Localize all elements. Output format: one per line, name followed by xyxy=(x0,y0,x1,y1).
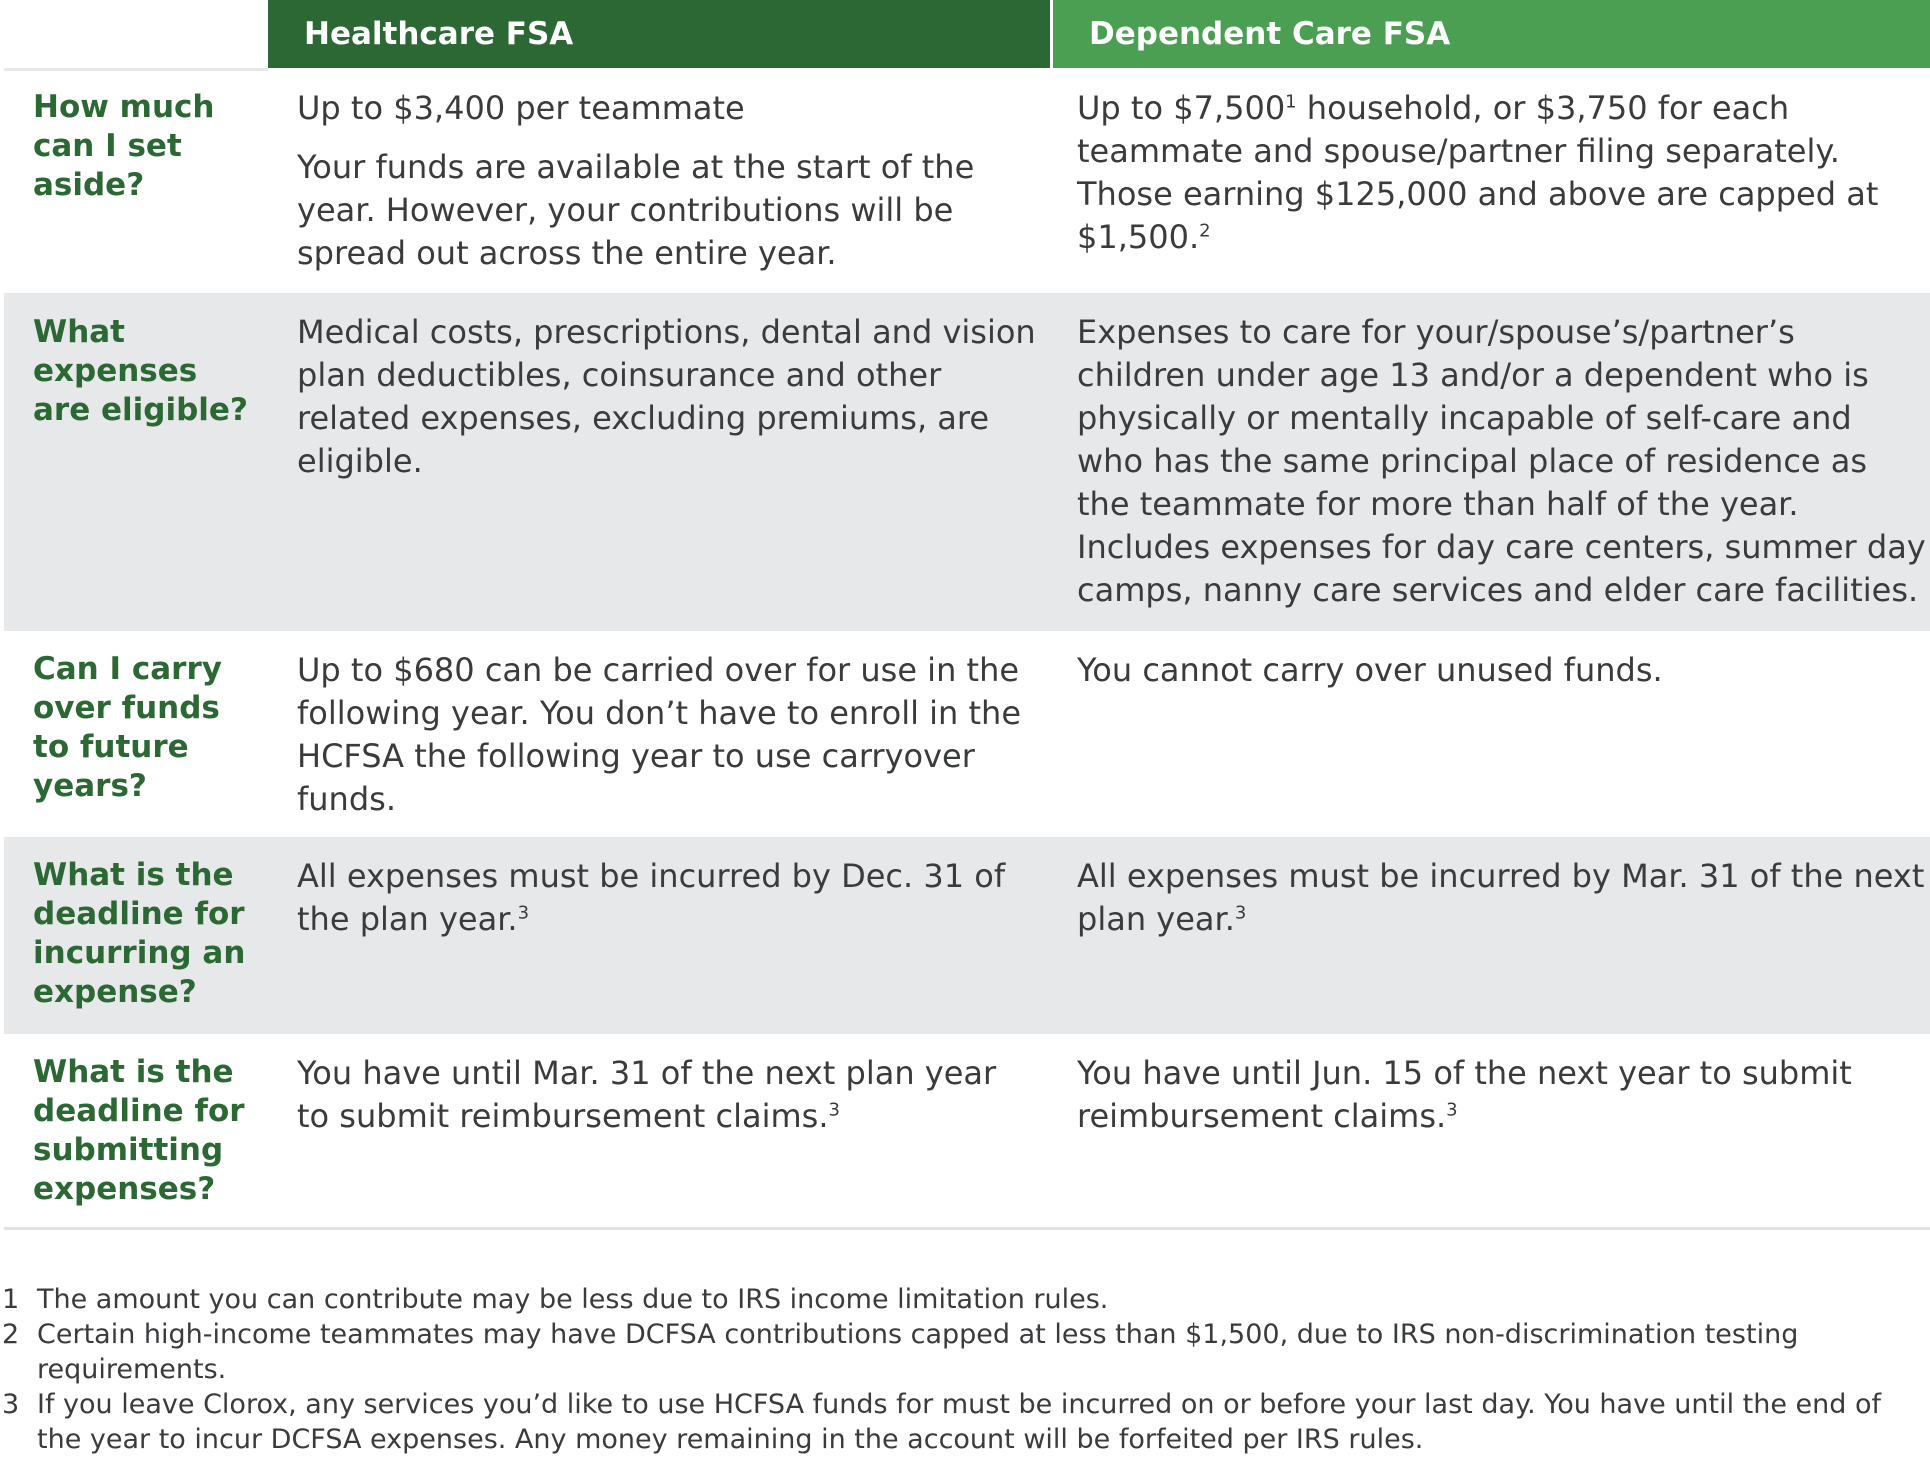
hcfsa-text: All expenses must be incurred by Dec. 31 of the plan year. xyxy=(297,857,1006,938)
hcfsa-cell xyxy=(297,1052,1037,1138)
dcfsa-limit-text: Up to $7,500 xyxy=(1077,89,1286,127)
footnote-text: If you leave Clorox, any services you’d like to use HCFSA funds for must be incurred on or before your last day. You have until the end of the year to incur DCFSA expenses. Any money remaining in the account will be forfeited per IRS rules. xyxy=(37,1389,1882,1455)
hcfsa-availability-text: Your funds are available at the start of the year. However, your contributions will be spread out across the entire year. xyxy=(297,148,975,272)
hcfsa-cell xyxy=(297,855,1037,941)
footnote-3 xyxy=(0,1387,1926,1457)
footnote-ref: 1 xyxy=(1285,91,1297,113)
dcfsa-cell xyxy=(1077,1052,1927,1138)
header-dependent-care-fsa: Dependent Care FSA xyxy=(1053,0,1930,68)
dcfsa-cell xyxy=(1077,855,1927,941)
footnote-text: The amount you can contribute may be less due to IRS income limitation rules. xyxy=(37,1284,1109,1315)
footnote-ref: 3 xyxy=(1446,1099,1458,1121)
hcfsa-cell xyxy=(297,87,1037,275)
dcfsa-text: You have until Jun. 15 of the next year to submit reimbursement claims. xyxy=(1077,1054,1852,1135)
footnote-ref: 3 xyxy=(517,902,530,924)
footnote-number: 2 xyxy=(2,1319,20,1350)
footnote-number: 1 xyxy=(2,1284,20,1315)
hcfsa-text: You have until Mar. 31 of the next plan year to submit reimbursement claims. xyxy=(297,1054,997,1135)
header-blank-cell xyxy=(4,0,268,68)
footnote-ref: 3 xyxy=(828,1099,840,1121)
table-row xyxy=(4,1034,1930,1227)
footnote-ref: 2 xyxy=(1199,220,1211,242)
footnote-2 xyxy=(0,1317,1926,1387)
footnote-text: Certain high-income teammates may have DCFSA contributions capped at less than $1,500, due to IRS non-discrimination testing requirements. xyxy=(37,1319,1799,1385)
table-row xyxy=(4,631,1930,837)
header-healthcare-fsa: Healthcare FSA xyxy=(268,0,1050,68)
row-question: What is the deadline for incurring an expense? xyxy=(33,857,246,1010)
footnote-ref: 3 xyxy=(1234,902,1247,924)
table-row xyxy=(4,293,1930,631)
hcfsa-cell: Medical costs, prescriptions, dental and vision plan deductibles, coinsurance and other related expenses, excluding premiums, are eligible. xyxy=(297,313,1036,480)
table-bottom-divider xyxy=(4,1227,1930,1230)
dcfsa-limit-text-cont: household, or $3,750 for each teammate and spouse/partner filing separately. Those earning $125,000 and above are capped at $1,500. xyxy=(1077,89,1879,256)
hcfsa-cell: Up to $680 can be carried over for use in the following year. You don’t have to enroll in the HCFSA the following year to use carryover funds. xyxy=(297,651,1022,818)
footnote-number: 3 xyxy=(2,1389,20,1420)
footnotes xyxy=(0,1282,1926,1457)
row-question: Can I carry over funds to future years? xyxy=(33,651,222,804)
row-question: What expenses are eligible? xyxy=(33,314,248,428)
dcfsa-cell: Expenses to care for your/spouse’s/partner’s children under age 13 and/or a dependent who is physically or mentally incapable of self-care and who has the same principal place of residence as the teammate for more than half of the year. Includes expenses for day care centers, summer day camps, nanny care services and elder care facilities. xyxy=(1077,313,1926,609)
dcfsa-text: All expenses must be incurred by Mar. 31 of the next plan year. xyxy=(1077,857,1925,938)
row-question: What is the deadline for submitting expenses? xyxy=(33,1054,245,1207)
hcfsa-limit-text: Up to $3,400 per teammate xyxy=(297,89,745,127)
footnote-1 xyxy=(0,1282,1926,1317)
dcfsa-cell xyxy=(1077,87,1927,259)
table-row xyxy=(4,71,1930,293)
dcfsa-cell: You cannot carry over unused funds. xyxy=(1077,651,1663,689)
row-question: How much can I set aside? xyxy=(33,89,215,203)
table-row xyxy=(4,837,1930,1034)
